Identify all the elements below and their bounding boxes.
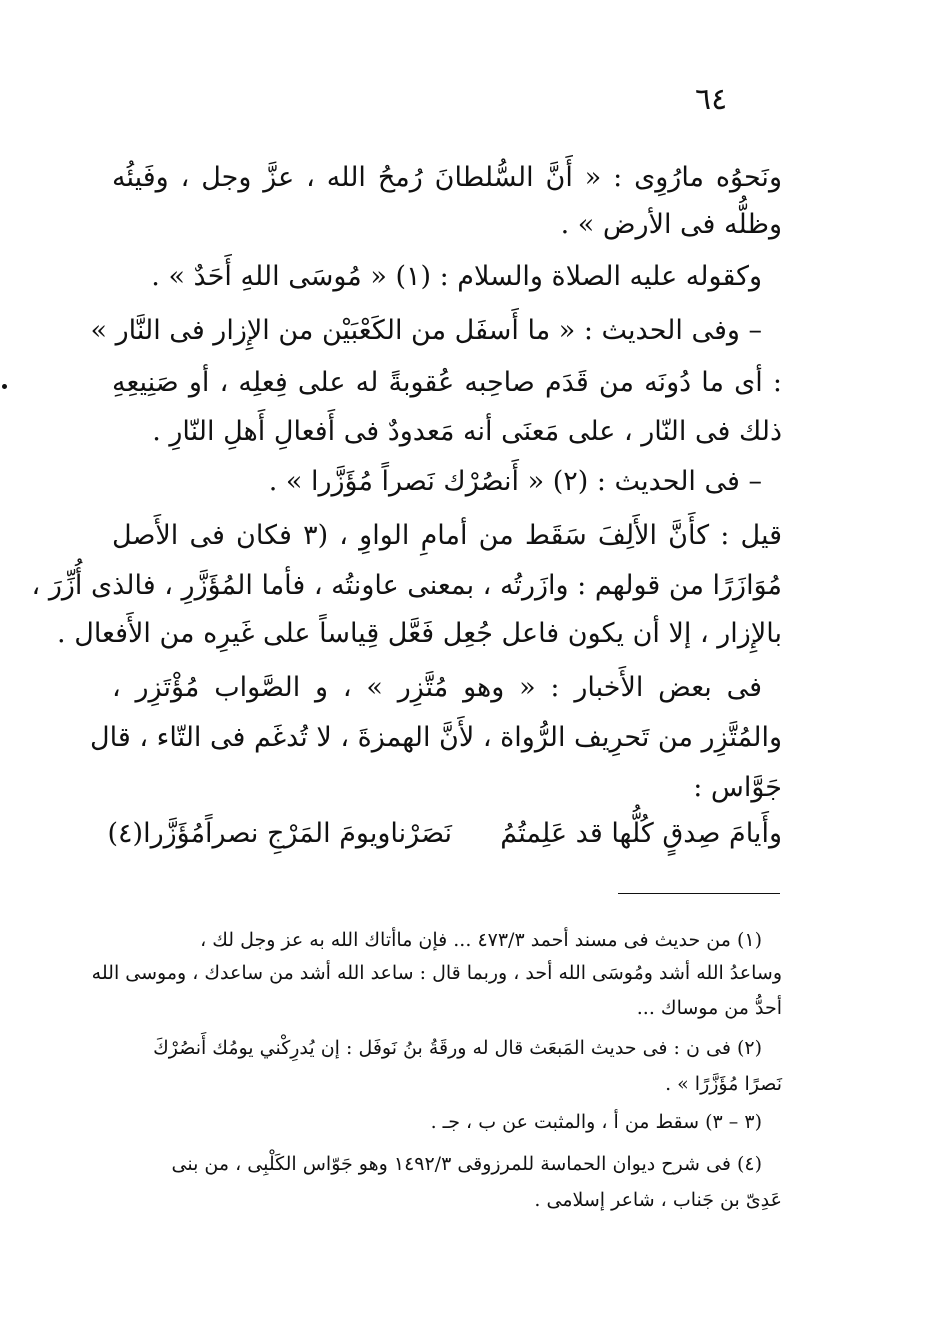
body-line-3: وكقوله عليه الصلاة والسلام : (١) « مُوسَى اللهِ أَحَدٌ » .	[151, 261, 762, 292]
footnote-1-line-1: (١) من حديث فى مسند أحمد ٤٧٣/٣ ... فإن ماأتاك الله به عز وجل لك ،	[200, 929, 762, 951]
page-number: ٦٤	[695, 82, 728, 117]
body-line-8: قيل : كأَنَّ الأَلِفَ سَقَط من أمامِ الواوِ ، (٣ فكان فى الأَصل	[112, 520, 783, 551]
footnote-1-line-2: وساعدُ الله أشد ومُوسَى الله أحد ، وربما قال : ساعد الله أشد من ساعدك ، وموسى الله	[91, 962, 782, 984]
body-line-10: بالإِزار ، إلا أن يكون فاعل جُعِل فَعَّل قِياساً على غَيرِه من الأَفعال .	[57, 618, 782, 649]
body-line-13: جَوَّاس :	[693, 772, 782, 803]
footnote-4-line-1: (٤) فى شرح ديوان الحماسة للمرزوقى ١٤٩٢/٣ وهو جَوّاس الكَلْبِى ، من بنى	[171, 1153, 762, 1175]
margin-mark	[2, 384, 7, 389]
body-line-4: – وفى الحديث : « ما أَسفَل من الكَعْبَيْن من الإِزار فى النَّار »	[90, 315, 762, 346]
body-line-2: وظلُّه فى الأرض » .	[560, 209, 782, 240]
body-line-11: فى بعض الأَخبار : « وهو مُتَّزِر » ، و الصَّواب مُؤْتَزِر ،	[112, 672, 762, 703]
footnote-2-line-2: نَصرًا مُؤَزَّرًا » .	[665, 1073, 782, 1095]
body-line-7: – فى الحديث : (٢) « أَنصُرْك نَصراً مُؤَزَّرا » .	[268, 466, 762, 497]
verse-second-hemistich: نَصَرْناويومَ المَرْجِ نصراًمُؤَزَّرا(٤)	[107, 818, 452, 849]
footnote-3: (٣ – ٣) سقط من أ ، والمثبت عن ب ، جـ .	[430, 1111, 762, 1133]
footnote-4-line-2: عَدِىّ بن جَناب ، شاعر إسلامى .	[534, 1189, 782, 1211]
verse-first-hemistich: وأَيامَ صِدقٍ كُلُّها قد عَلِمتُمُ	[500, 818, 782, 849]
body-line-5: : أى ما دُونَه من قَدَم صاحِبه عُقوبةً له على فِعلِه ، أو صَنِيعِهِ	[112, 367, 782, 398]
body-line-6: ذلك فى النّار ، على مَعنَى أنه مَعدودٌ فى أَفعالِ أَهلِ النّارِ .	[152, 416, 782, 447]
body-line-1: ونَحوُه مارُوِى : « أَنَّ السُّلطانَ رُمحُ الله ، عزَّ وجل ، وفَيئُه	[112, 162, 782, 193]
footnote-separator	[618, 893, 780, 894]
body-line-9: مُوَازَرًا من قولهم : وازَرتُه ، بمعنى عاونتُه ، فأما المُؤَزَّرِ ، فالذى أُزِّرَ ،	[31, 570, 782, 601]
footnote-1-line-3: أحدُّ من موساك ...	[636, 997, 782, 1019]
body-line-12: والمُتَّزِر من تَحرِيف الرُّواة ، لأَنَّ الهمزةَ ، لا تُدغَم فى التّاء ، قال	[90, 722, 782, 753]
footnote-2-line-1: (٢) فى ن : فى حديث المَبعَث قال له ورقَةُ بنُ نَوفَل : إن يُدرِكْني يومُك أَنصُرْكَ	[153, 1037, 762, 1059]
